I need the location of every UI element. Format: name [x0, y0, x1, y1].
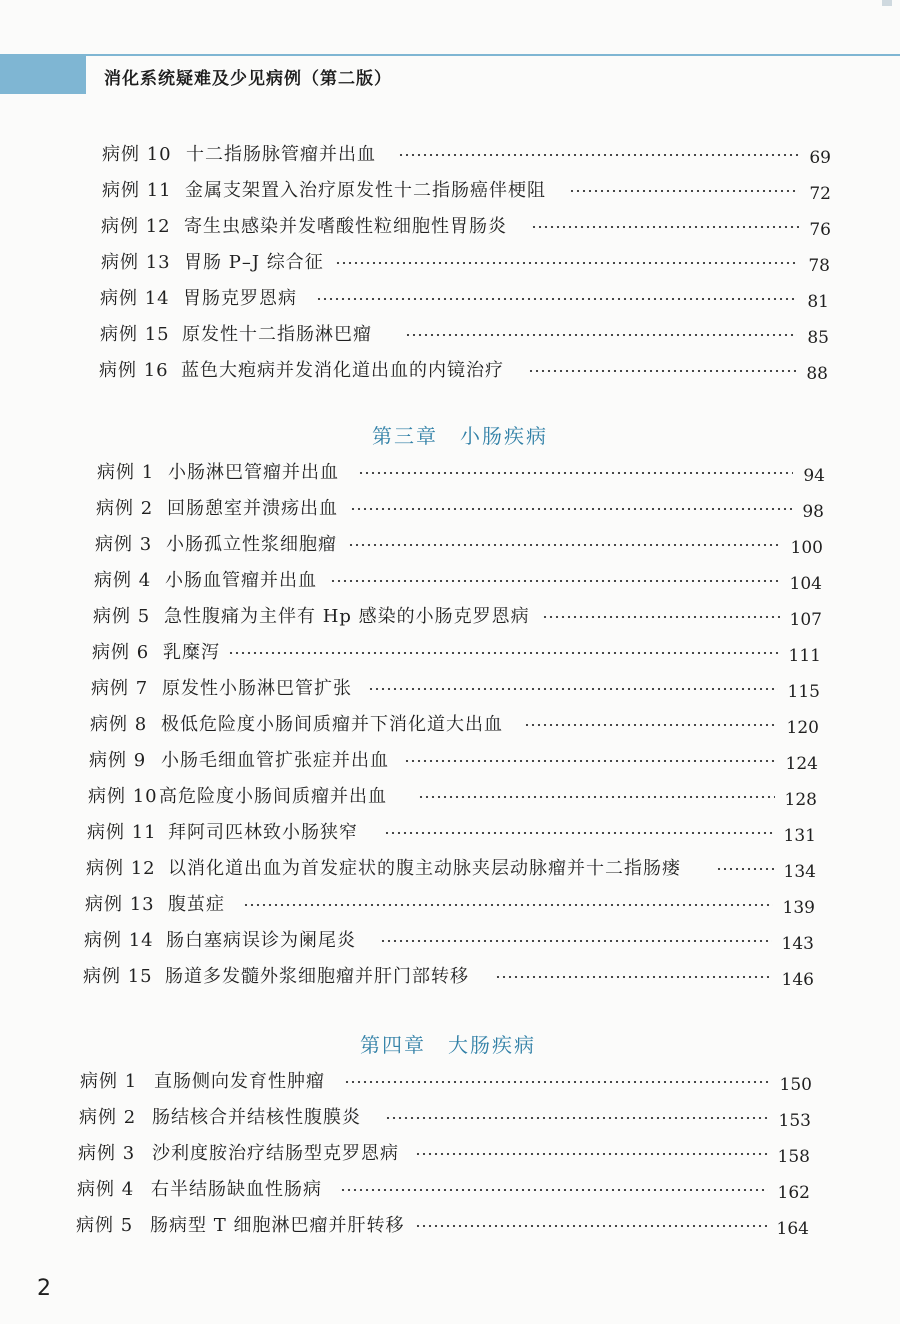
- page-ref: 76: [809, 220, 831, 240]
- dot-leader: [569, 190, 799, 192]
- dot-leader: [335, 262, 798, 264]
- dot-leader: [528, 370, 796, 372]
- toc-entry[interactable]: [92, 638, 821, 668]
- case-title: 以消化道出血为首发症状的腹主动脉夹层动脉瘤并十二指肠瘘: [168, 858, 681, 879]
- page-ref: 164: [776, 1219, 809, 1239]
- case-label: 病例 1: [97, 462, 155, 483]
- dot-leader: [495, 976, 772, 978]
- page-ref: 150: [779, 1075, 812, 1095]
- toc-entry[interactable]: [85, 890, 815, 920]
- toc-entry[interactable]: [84, 926, 814, 956]
- corner-mark: [882, 0, 892, 6]
- page-ref: 120: [786, 718, 819, 738]
- dot-leader: [398, 154, 799, 156]
- case-label: 病例 2: [96, 498, 154, 519]
- page-ref: 81: [807, 292, 829, 312]
- case-title: 拜阿司匹林致小肠狭窄: [168, 822, 358, 843]
- case-label: 病例 15: [83, 966, 153, 987]
- dot-leader: [384, 832, 774, 834]
- case-label: 病例 3: [78, 1143, 136, 1164]
- dot-leader: [524, 724, 777, 726]
- page-ref: 98: [802, 502, 824, 522]
- toc-entry[interactable]: [91, 674, 820, 704]
- toc-entry[interactable]: [102, 140, 831, 170]
- case-title: 原发性小肠淋巴管扩张: [162, 678, 352, 699]
- dot-leader: [348, 544, 781, 546]
- case-title: 极低危险度小肠间质瘤并下消化道大出血: [161, 714, 503, 735]
- toc-entry[interactable]: [76, 1211, 809, 1241]
- toc-entry[interactable]: [96, 494, 824, 524]
- case-label: 病例 15: [100, 324, 170, 345]
- toc-entry[interactable]: [101, 248, 830, 278]
- case-label: 病例 14: [84, 930, 154, 951]
- case-label: 病例 7: [91, 678, 149, 699]
- page-ref: 94: [803, 466, 825, 486]
- page-ref: 104: [789, 574, 822, 594]
- case-title: 肠白塞病误诊为阑尾炎: [166, 930, 356, 951]
- case-label: 病例 8: [90, 714, 148, 735]
- case-title: 乳糜泻: [163, 642, 220, 663]
- case-title: 蓝色大疱病并发消化道出血的内镜治疗: [181, 360, 504, 381]
- header-rule: [86, 54, 900, 56]
- toc-entry[interactable]: [97, 458, 825, 488]
- dot-leader: [358, 472, 793, 474]
- page-ref: 139: [782, 898, 815, 918]
- page-ref: 85: [807, 328, 829, 348]
- toc-entry[interactable]: [101, 212, 831, 242]
- case-title: 肠病型 T 细胞淋巴瘤并肝转移: [150, 1215, 405, 1236]
- case-title: 寄生虫感染并发嗜酸性粒细胞性胃肠炎: [184, 216, 507, 237]
- page-ref: 72: [809, 184, 831, 204]
- dot-leader: [330, 580, 780, 582]
- page-ref: 107: [789, 610, 822, 630]
- page-ref: 111: [788, 646, 821, 666]
- case-label: 病例 13: [101, 252, 171, 273]
- case-label: 病例 4: [77, 1179, 135, 1200]
- toc-entry[interactable]: [95, 530, 823, 560]
- dot-leader: [531, 226, 799, 228]
- case-title: 小肠血管瘤并出血: [165, 570, 317, 591]
- case-label: 病例 6: [92, 642, 150, 663]
- page-ref: 146: [781, 970, 814, 990]
- case-title: 高危险度小肠间质瘤并出血: [159, 786, 387, 807]
- dot-leader: [243, 904, 773, 906]
- toc-entry[interactable]: [86, 854, 816, 884]
- running-header: [0, 54, 900, 94]
- case-title: 腹茧症: [168, 894, 225, 915]
- toc-entry[interactable]: [99, 356, 828, 386]
- case-label: 病例 10: [88, 786, 158, 807]
- dot-leader: [418, 796, 775, 798]
- page-ref: 131: [783, 826, 816, 846]
- case-label: 病例 12: [86, 858, 156, 879]
- case-title: 直肠侧向发育性肿瘤: [154, 1071, 325, 1092]
- case-title: 金属支架置入治疗原发性十二指肠癌伴梗阻: [185, 180, 546, 201]
- toc-entry[interactable]: [90, 710, 819, 740]
- case-label: 病例 4: [94, 570, 152, 591]
- case-label: 病例 11: [102, 180, 172, 201]
- page-ref: 88: [806, 364, 828, 384]
- case-label: 病例 9: [89, 750, 147, 771]
- case-label: 病例 16: [99, 360, 169, 381]
- chapter-heading: 第三章 小肠疾病: [372, 424, 548, 448]
- toc-entry[interactable]: [100, 320, 829, 350]
- page-ref: 128: [784, 790, 817, 810]
- dot-leader: [228, 652, 779, 654]
- case-title: 肠结核合并结核性腹膜炎: [152, 1107, 361, 1128]
- case-title: 肠道多发髓外浆细胞瘤并肝门部转移: [165, 966, 469, 987]
- toc-entry[interactable]: [88, 782, 817, 812]
- page-ref: 100: [790, 538, 823, 558]
- case-label: 病例 2: [79, 1107, 137, 1128]
- page-ref: 78: [808, 256, 830, 276]
- dot-leader: [405, 334, 797, 336]
- dot-leader: [415, 1225, 767, 1227]
- toc-entry[interactable]: [83, 962, 814, 992]
- toc-entry[interactable]: [80, 1067, 812, 1097]
- book-title: 消化系统疑难及少见病例（第二版）: [104, 69, 392, 89]
- case-title: 十二指肠脉管瘤并出血: [186, 144, 376, 165]
- page-ref: 69: [809, 148, 831, 168]
- toc-entry[interactable]: [87, 818, 816, 848]
- case-label: 病例 5: [76, 1215, 134, 1236]
- case-label: 病例 3: [95, 534, 153, 555]
- dot-leader: [404, 760, 776, 762]
- case-label: 病例 1: [80, 1071, 138, 1092]
- case-label: 病例 13: [85, 894, 155, 915]
- case-label: 病例 5: [93, 606, 151, 627]
- case-title: 小肠淋巴管瘤并出血: [168, 462, 339, 483]
- page-ref: 162: [777, 1183, 810, 1203]
- dot-leader: [415, 1153, 768, 1155]
- page-ref: 143: [781, 934, 814, 954]
- toc-entry[interactable]: [79, 1103, 811, 1133]
- toc-entry[interactable]: [102, 176, 831, 206]
- case-title: 原发性十二指肠淋巴瘤: [182, 324, 372, 345]
- chapter-heading: 第四章 大肠疾病: [360, 1033, 536, 1057]
- dot-leader: [716, 868, 774, 870]
- case-label: 病例 10: [102, 144, 172, 165]
- dot-leader: [350, 508, 792, 510]
- page-ref: 153: [778, 1111, 811, 1131]
- dot-leader: [542, 616, 780, 618]
- case-title: 小肠孤立性浆细胞瘤: [166, 534, 337, 555]
- case-title: 急性腹痛为主伴有 Hp 感染的小肠克罗恩病: [164, 606, 530, 627]
- toc-entry[interactable]: [89, 746, 818, 776]
- dot-leader: [340, 1189, 768, 1191]
- toc-entry[interactable]: [78, 1139, 810, 1169]
- toc-entry[interactable]: [77, 1175, 810, 1205]
- toc-entry[interactable]: [94, 566, 822, 596]
- dot-leader: [368, 688, 778, 690]
- case-title: 小肠毛细血管扩张症并出血: [161, 750, 389, 771]
- toc-entry[interactable]: [100, 284, 829, 314]
- page-ref: 124: [785, 754, 818, 774]
- header-accent-block: [0, 54, 86, 94]
- case-title: 胃肠克罗恩病: [183, 288, 297, 309]
- page-ref: 158: [777, 1147, 810, 1167]
- dot-leader: [316, 298, 797, 300]
- toc-entry[interactable]: [93, 602, 822, 632]
- case-title: 右半结肠缺血性肠病: [151, 1179, 322, 1200]
- page-ref: 115: [787, 682, 820, 702]
- case-title: 沙利度胺治疗结肠型克罗恩病: [152, 1143, 399, 1164]
- case-title: 回肠憩室并溃疡出血: [167, 498, 338, 519]
- case-label: 病例 11: [87, 822, 157, 843]
- case-label: 病例 12: [101, 216, 171, 237]
- case-label: 病例 14: [100, 288, 170, 309]
- page-number: 2: [37, 1276, 51, 1301]
- dot-leader: [380, 940, 772, 942]
- case-title: 胃肠 P–J 综合征: [184, 252, 324, 273]
- dot-leader: [385, 1117, 769, 1119]
- dot-leader: [344, 1081, 770, 1083]
- page-ref: 134: [783, 862, 816, 882]
